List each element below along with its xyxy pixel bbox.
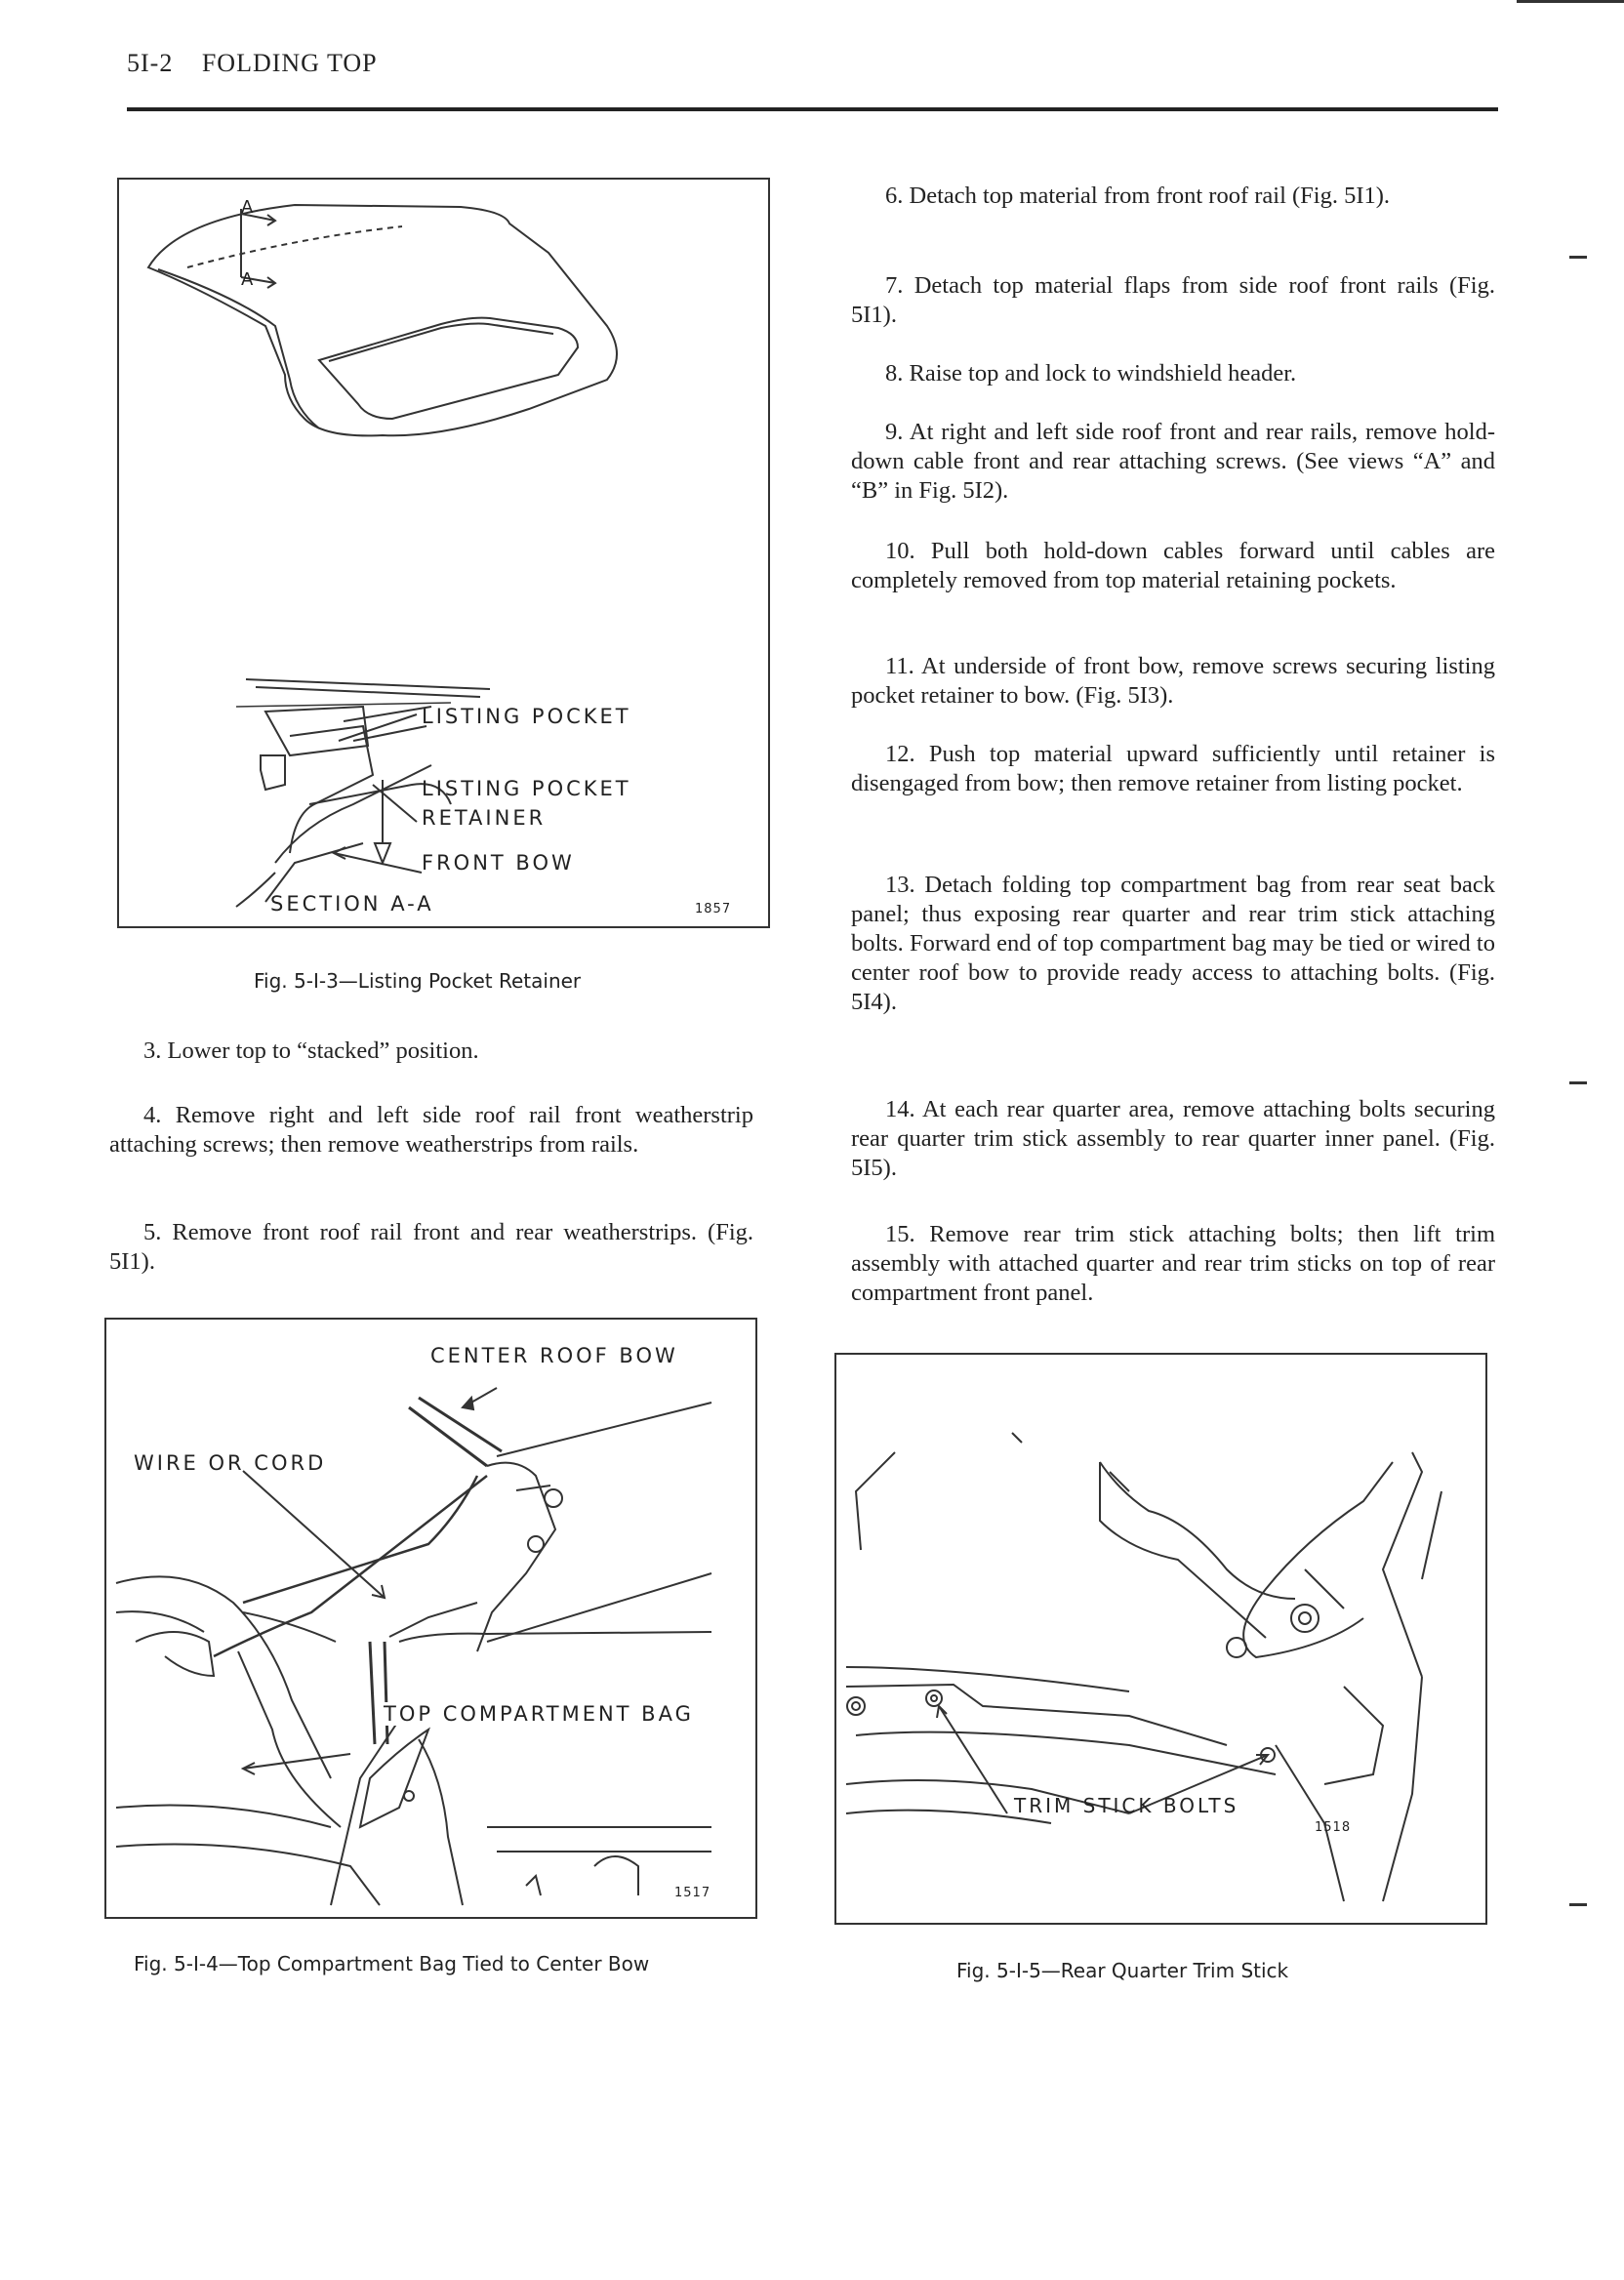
figure-top-compartment-bag bbox=[104, 1318, 757, 1919]
label-center-roof-bow: CENTER ROOF BOW bbox=[430, 1344, 678, 1367]
figure-rear-quarter-trim-stick bbox=[834, 1353, 1487, 1925]
header-rule bbox=[127, 107, 1498, 111]
compartment-bag-illustration bbox=[106, 1320, 755, 1917]
margin-mark bbox=[1569, 256, 1587, 259]
page-number: 5I-2 bbox=[127, 49, 174, 77]
step-8: 8. Raise top and lock to windshield header. bbox=[885, 360, 1297, 387]
figure-caption: Fig. 5-I-4—Top Compartment Bag Tied to Center Bow bbox=[134, 1952, 650, 1975]
label-top-compartment-bag: TOP COMPARTMENT BAG bbox=[380, 1702, 698, 1726]
label-trim-stick-bolts: TRIM STICK BOLTS bbox=[1014, 1794, 1239, 1817]
step-14: 14. At each rear quarter area, remove attaching bolts securing rear quarter trim stick assembly to rear quarter inner panel. (Fig. 5I5). bbox=[851, 1096, 1495, 1181]
page-header bbox=[127, 49, 378, 78]
step-13: 13. Detach folding top compartment bag from rear seat back panel; thus exposing rear quarter and rear trim stick attaching bolts. Forward end of top compartment bag may be tied or wired to center roof bow to provide ready access to attaching bolts. (Fig. 5I4). bbox=[851, 872, 1495, 1015]
figure-listing-pocket-retainer bbox=[117, 178, 770, 928]
label-listing-pocket: LISTING POCKET bbox=[422, 705, 631, 728]
step-9: 9. At right and left side roof front and rear rails, remove hold-down cable front and rear attaching screws. (See views “A” and “B” in Fig. 5I2). bbox=[851, 419, 1495, 504]
section-title: FOLDING TOP bbox=[201, 49, 378, 77]
corner-rule bbox=[1517, 0, 1624, 3]
label-wire-or-cord: WIRE OR CORD bbox=[134, 1451, 327, 1475]
step-12: 12. Push top material upward sufficiently until retainer is disengaged from bow; then remove retainer from listing pocket. bbox=[851, 741, 1495, 796]
label-section-a-a: SECTION A-A bbox=[270, 892, 434, 916]
step-11: 11. At underside of front bow, remove screws securing listing pocket retainer to bow. (Fig. 5I3). bbox=[851, 653, 1495, 709]
step-4: 4. Remove right and left side roof rail front weatherstrip attaching screws; then remove weatherstrips from rails. bbox=[109, 1102, 753, 1158]
label-front-bow: FRONT BOW bbox=[422, 851, 575, 875]
trim-stick-illustration bbox=[836, 1355, 1485, 1923]
step-15: 15. Remove rear trim stick attaching bolts; then lift trim assembly with attached quarter and rear trim sticks on top of rear compartment front panel. bbox=[851, 1221, 1495, 1306]
view-mark-a-top: A bbox=[241, 197, 257, 218]
margin-mark bbox=[1569, 1081, 1587, 1084]
step-7: 7. Detach top material flaps from side roof front rails (Fig. 5I1). bbox=[851, 272, 1495, 328]
step-10: 10. Pull both hold-down cables forward until cables are completely removed from top material retaining pockets. bbox=[851, 538, 1495, 593]
margin-mark bbox=[1569, 1903, 1587, 1906]
figure-number: 1857 bbox=[695, 902, 732, 916]
label-listing-pocket-retainer-line1: LISTING POCKET bbox=[422, 777, 631, 800]
step-6: 6. Detach top material from front roof rail (Fig. 5I1). bbox=[885, 183, 1391, 209]
view-mark-a-bottom: A bbox=[241, 269, 257, 290]
figure-number: 1518 bbox=[1315, 1820, 1352, 1835]
step-3: 3. Lower top to “stacked” position. bbox=[143, 1038, 479, 1064]
label-listing-pocket-retainer-line2: RETAINER bbox=[422, 806, 547, 830]
figure-number: 1517 bbox=[674, 1886, 711, 1900]
figure-caption: Fig. 5-I-5—Rear Quarter Trim Stick bbox=[956, 1959, 1289, 1982]
figure-caption: Fig. 5-I-3—Listing Pocket Retainer bbox=[254, 969, 582, 993]
step-5: 5. Remove front roof rail front and rear weatherstrips. (Fig. 5I1). bbox=[109, 1219, 753, 1275]
